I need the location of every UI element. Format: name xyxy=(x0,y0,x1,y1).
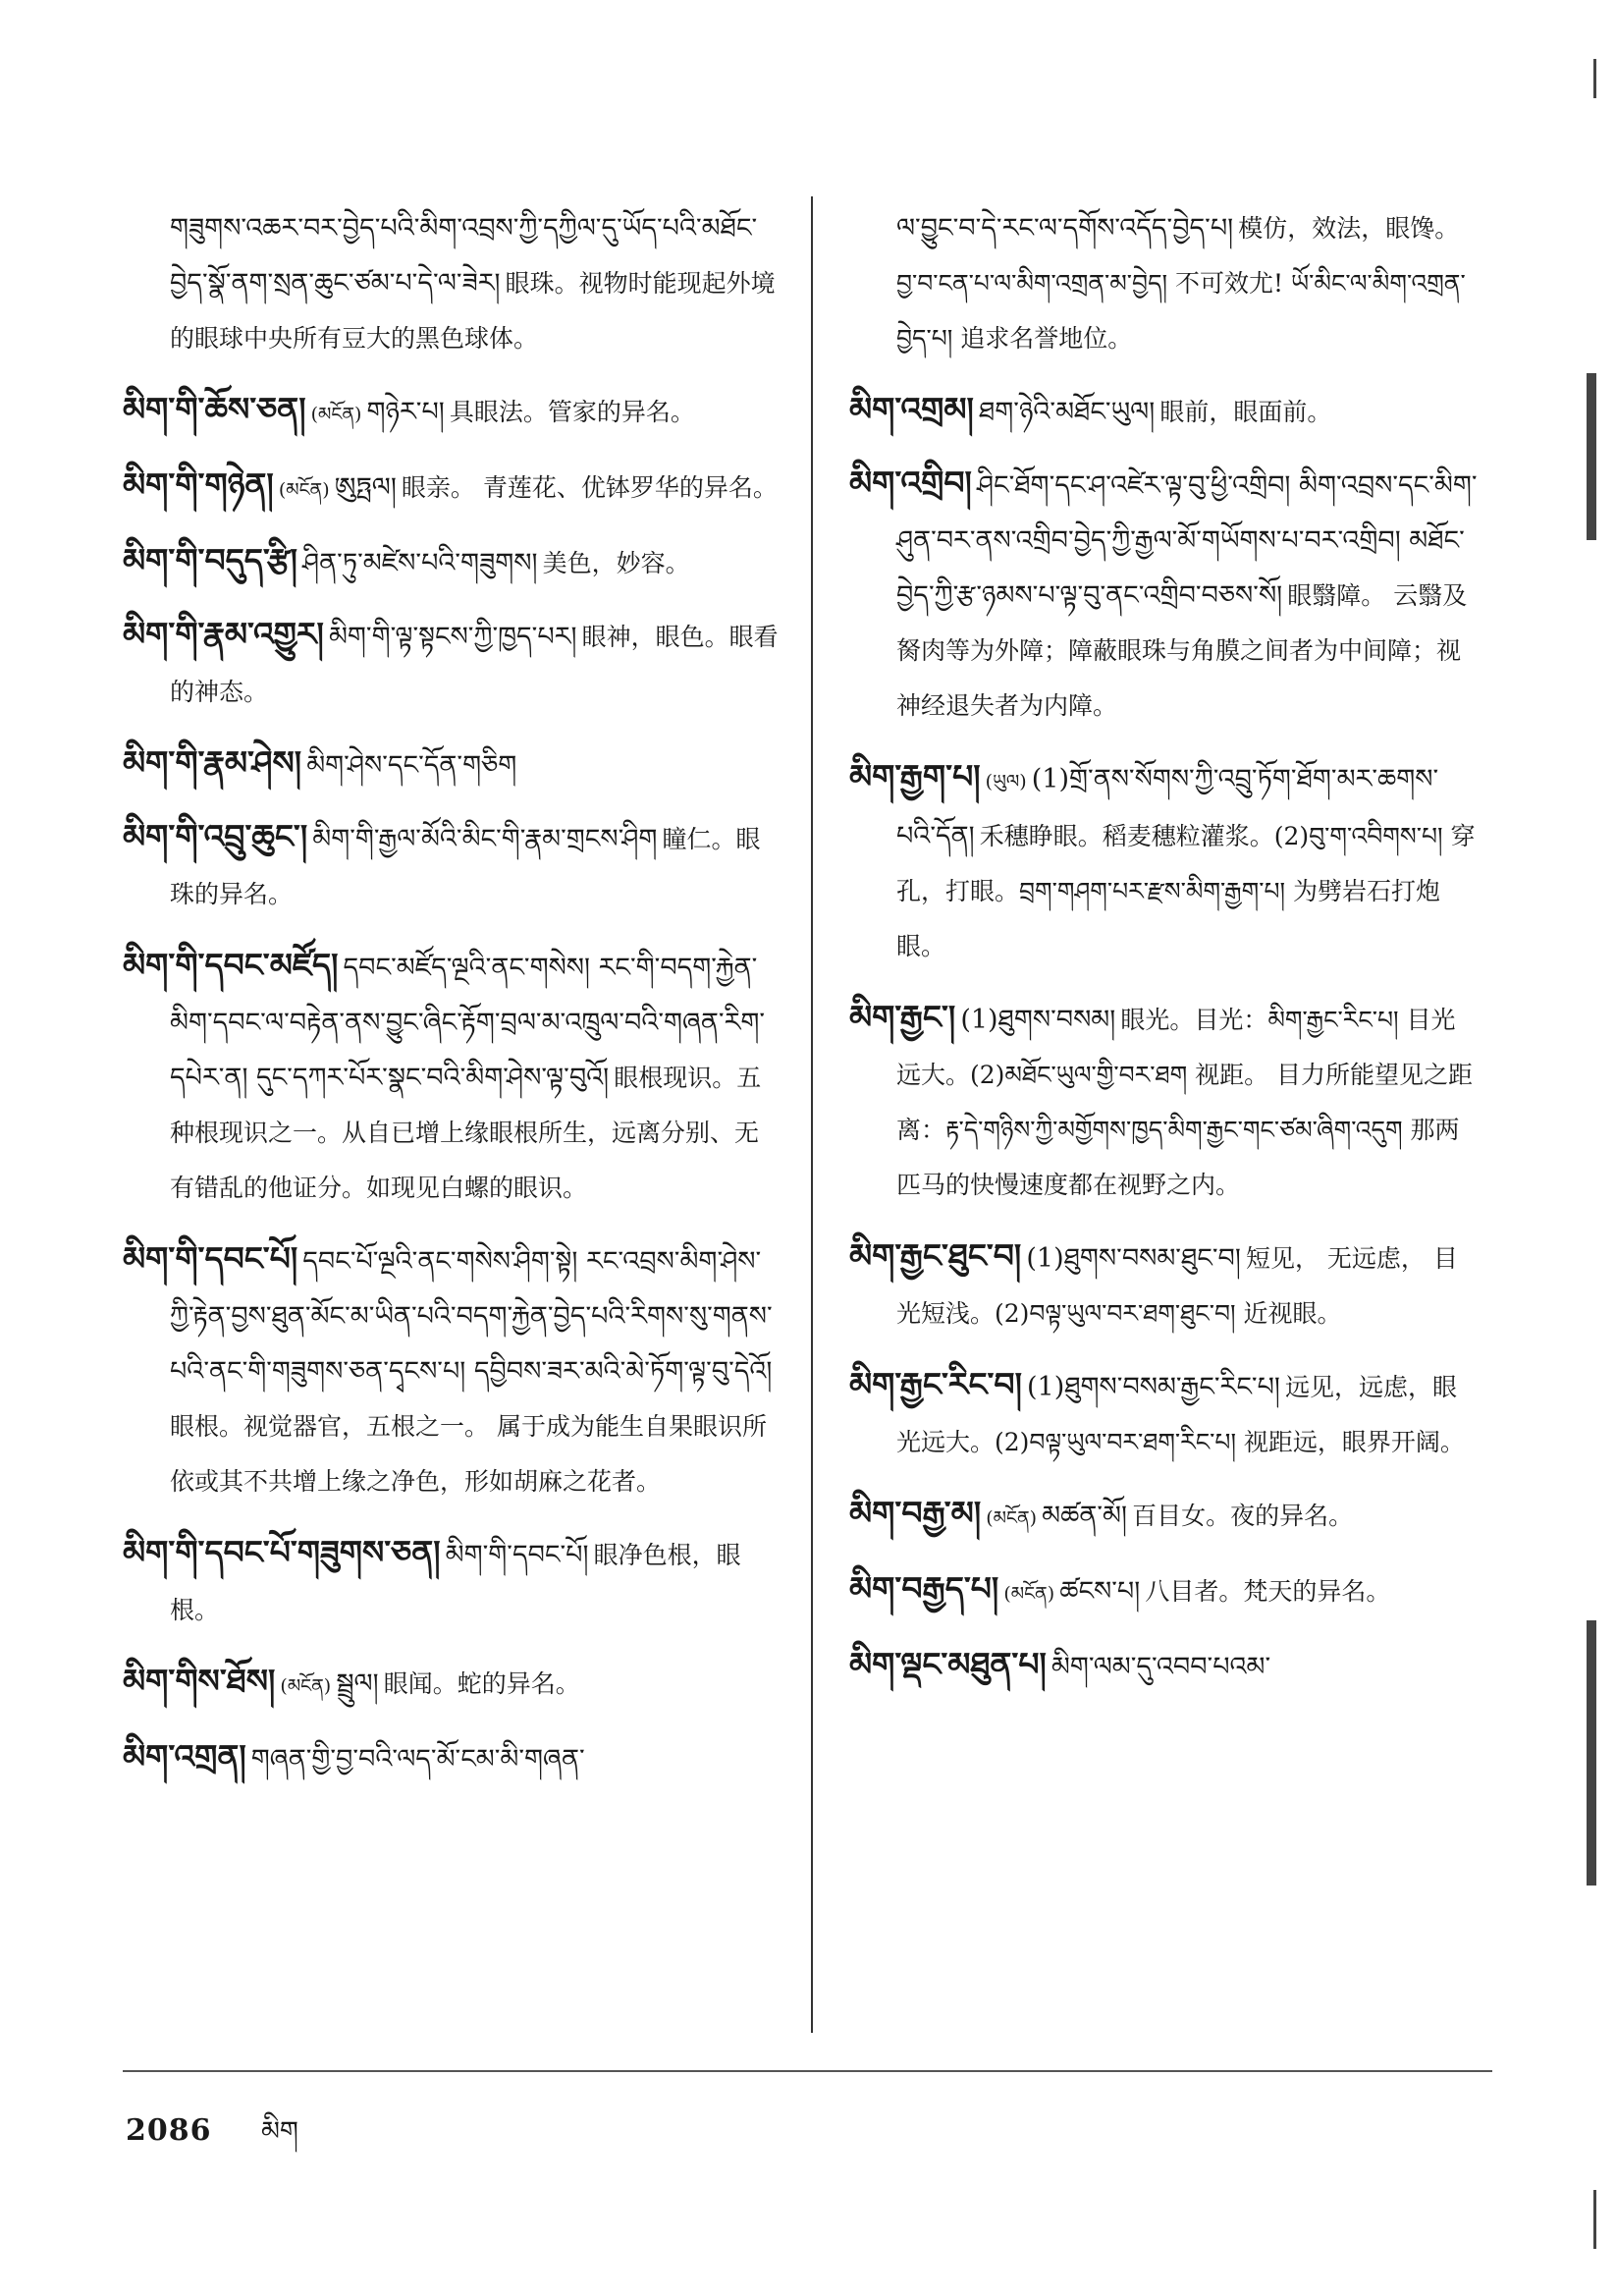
dictionary-entry xyxy=(123,458,779,518)
left-column xyxy=(123,201,779,1803)
tibetan-definition: སྦྲུལ། xyxy=(336,1668,379,1699)
usage-label: (མངོན) xyxy=(1003,1583,1055,1605)
chinese-definition: 模仿，效法，眼馋。བྱ་བ་ངན་པ་ལ་མིག་འགྲན་མ་བྱེད། 不可效尤! ཡོ་མིང་ལ་མིག་འགྲན་བྱེད་པ། 追求名誉地位。 xyxy=(896,214,1466,353)
chinese-definition: 短见， 无远虑， 目光短浅。(2)བལྟ་ཡུལ་བར་ཐག་ཐུང་བ། 近视眼。 xyxy=(896,1244,1458,1328)
entry-continuation xyxy=(849,201,1478,366)
dictionary-entry xyxy=(849,990,1478,1213)
usage-label: (མངོན) xyxy=(280,1675,332,1697)
tibetan-definition: གཉེར་པ། xyxy=(366,397,445,427)
chinese-definition: 具眼法。管家的异名。 xyxy=(449,398,695,426)
tibetan-definition: མིག་གི་རྒྱལ་མོའི་མིང་གི་རྣམ་གྲངས་ཤིག xyxy=(312,824,658,854)
chinese-definition: 眼神，眼色。眼看的神态。 xyxy=(170,623,779,706)
headword: མིག་གི་གཉེན། xyxy=(123,465,274,504)
usage-label: (མངོན) xyxy=(310,404,362,425)
tibetan-definition: ཐག་ཉེའི་མཐོང་ཡུལ། xyxy=(978,397,1156,427)
page-number: 2086 xyxy=(126,2113,212,2148)
tibetan-definition: དབང་མཛོད་ལྔའི་ནང་གསེས། རང་གི་བདག་རྐྱེན་མིག་དབང་ལ་བརྟེན་ནས་བྱུང་ཞིང་རྟོག་བྲལ་མ་འཁྲུལ་བའི་གཞན་རིག་དཔེར་ན། དུང་དཀར་པོར་སྣང་བའི་མིག་ཤེས་ལྟ་བུའོ། xyxy=(170,953,766,1093)
chinese-definition: 眼翳障。 云翳及胬肉等为外障；障蔽眼珠与角膜之间者为中间障；视神经退失者为内障。 xyxy=(896,581,1468,720)
tibetan-definition: ཚངས་པ། xyxy=(1059,1576,1141,1607)
headword: མིག་གི་དབང་མཛོད། xyxy=(123,946,339,984)
scan-edge-marks xyxy=(1581,0,1596,2296)
headword: མིག་གི་དབང་པོ་གཟུགས་ཅན། xyxy=(123,1533,441,1571)
chinese-definition: 眼光。目光：མིག་རྒྱང་རིང་པ། 目光远大。(2)མཐོང་ཡུལ་གྱི་བར་ཐག 视距。 目力所能望见之距离：རྟ་དེ་གཉིས་ཀྱི་མགྱོགས་ཁྱད་མིག་རྒྱང་གང་ཙམ་ཞིག་འདུག 那两匹马的快慢速度都在视野之内。 xyxy=(896,1006,1474,1199)
tibetan-definition: ཨུཏྤལ། xyxy=(334,472,397,503)
chinese-definition: 百目女。夜的异名。 xyxy=(1132,1502,1354,1530)
headword: མིག་རྒྱག་པ། xyxy=(849,757,981,795)
tibetan-definition: (1)གྲོ་ནས་སོགས་ཀྱི་འབྲུ་ཏོག་ཐོག་མར་ཆགས་པའི་དོན། xyxy=(896,764,1439,851)
headword: མིག་རྒྱང་། xyxy=(849,998,956,1036)
tibetan-definition: མིག་གི་དབང་པོ། xyxy=(445,1540,589,1570)
dictionary-entry xyxy=(849,382,1478,440)
dictionary-entry xyxy=(849,1229,1478,1341)
tibetan-definition: ལ་བྱུང་བ་དེ་རང་ལ་དགོས་འདོད་བྱེད་པ། xyxy=(896,213,1234,244)
chinese-definition: 瞳仁。眼珠的异名。 xyxy=(170,825,761,908)
headword: མིག་བརྒྱ་མ། xyxy=(849,1494,982,1532)
column-divider xyxy=(811,196,813,2033)
headword: མིག་ལྡང་མཐུན་པ། xyxy=(849,1645,1047,1683)
dictionary-entry xyxy=(849,1561,1478,1621)
dictionary-entry xyxy=(849,1637,1478,1695)
headword: མིག་གི་དབང་པོ། xyxy=(123,1239,298,1278)
headword: མིག་གི་བདུད་རྩི། xyxy=(123,541,297,579)
tibetan-definition: (1)ཐུགས་བསམ་ཐུང་བ། xyxy=(1026,1243,1241,1274)
dictionary-entry xyxy=(123,1654,779,1714)
headword: མིག་གི་འབྲུ་ཆུང་། xyxy=(123,817,308,855)
headword: མིག་བརྒྱད་པ། xyxy=(849,1569,999,1608)
chinese-definition: 眼亲。 青莲花、优钵罗华的异名。 xyxy=(401,473,778,502)
headword: མིག་གི་རྣམ་ཤེས། xyxy=(123,743,302,782)
headword: མིག་འགྲན། xyxy=(123,1737,246,1776)
tibetan-definition: མཚན་མོ། xyxy=(1042,1501,1127,1531)
right-column xyxy=(849,201,1478,1711)
usage-label: (མངོན) xyxy=(986,1507,1038,1529)
tibetan-definition: དབང་པོ་ལྔའི་ནང་གསེས་ཤིག་སྟེ། རང་འབྲས་མིག་ཤེས་ཀྱི་རྟེན་བྱས་ཐུན་མོང་མ་ཡིན་པའི་བདག་རྐྱེན་བྱེད་པའི་རིགས་སུ་གནས་པའི་ནང་གི་གཟུགས་ཅན་དྭངས་པ། དབྱིབས་ཟར་མའི་མེ་ཏོག་ལྟ་བུ་དེའོ། xyxy=(170,1246,773,1387)
tibetan-definition: མིག་ཤེས་དང་དོན་གཅིག xyxy=(306,750,517,781)
dictionary-entry xyxy=(123,607,779,720)
headword: མིག་གི་རྣམ་འགྱུར། xyxy=(123,615,324,653)
chinese-definition: 眼根。视觉器官，五根之一。 属于成为能生自果眼识所依或其不共增上缘之净色，形如胡麻之花者。 xyxy=(170,1412,767,1496)
chinese-definition: 八目者。梵天的异名。 xyxy=(1145,1577,1391,1606)
headword: མིག་གིས་ཐོས། xyxy=(123,1662,276,1700)
dictionary-entry xyxy=(123,382,779,442)
usage-label: (མངོན) xyxy=(278,479,330,501)
dictionary-entry xyxy=(123,736,779,793)
chinese-definition: 眼净色根，眼根。 xyxy=(170,1541,741,1624)
page-footer xyxy=(126,2102,298,2176)
chinese-definition: 眼前，眼面前。 xyxy=(1159,398,1332,426)
tibetan-definition: (1)ཐུགས་བསམ་རྒྱང་རིང་པ། xyxy=(1026,1372,1280,1402)
chinese-definition: 眼闻。蛇的异名。 xyxy=(383,1669,580,1698)
dictionary-entry xyxy=(123,1231,779,1509)
dictionary-entry xyxy=(849,749,1478,974)
tibetan-definition: (1)ཐུགས་བསམ། xyxy=(960,1005,1116,1035)
usage-label: (ཡུལ) xyxy=(985,771,1027,793)
headword: མིག་འགྲམ། xyxy=(849,390,974,428)
tibetan-definition: གཟུགས་འཆར་བར་བྱེད་པའི་མིག་འབྲས་ཀྱི་དཀྱིལ་དུ་ཡོད་པའི་མཐོང་བྱེད་སྣོ་ནག་སྲན་ཆུང་ཙམ་པ་དེ་ལ་ཟེར། xyxy=(170,213,758,299)
tibetan-definition: ཤིང་ཐོག་དང་ཤ་འཛེར་ལྟ་བུ་ཕྱི་འགྲིབ། མིག་འབྲས་དང་མིག་ཤུན་བར་ནས་འགྲིབ་བྱེད་ཀྱི་རྒྱལ་མོ་གཡོགས་པ་བར་འགྲིབ། མཐོང་བྱེད་ཀྱི་རྩ་ཉམས་པ་ལྟ་བུ་ནང་འགྲིབ་བཅས་སོ། xyxy=(896,470,1478,611)
chinese-definition: 眼珠。视物时能现起外境的眼球中央所有豆大的黑色球体。 xyxy=(170,269,776,353)
chinese-definition: 禾穗睁眼。稻麦穗粒灌浆。(2)བུ་ག་འབིགས་པ། 穿孔，打眼。བྲག་གཤག་པར་རྫས་མིག་རྒྱག་པ། 为劈岩石打炮眼。 xyxy=(896,822,1476,960)
headword: མིག་རྒྱང་ཐུང་བ། xyxy=(849,1236,1022,1275)
tibetan-definition: གཞན་གྱི་བྱ་བའི་ལད་མོ་ངམ་མི་གཞན་ xyxy=(250,1744,585,1775)
tibetan-definition: ཤིན་ཏུ་མཛེས་པའི་གཟུགས། xyxy=(302,548,538,578)
tibetan-definition: མིག་གི་ལྟ་སྟངས་ཀྱི་ཁྱད་པར། xyxy=(328,622,577,652)
dictionary-entry xyxy=(849,1357,1478,1470)
dictionary-entry xyxy=(123,1525,779,1638)
footer-rule xyxy=(123,2070,1492,2072)
dictionary-entry xyxy=(123,938,779,1216)
tibetan-definition: མིག་ལམ་དུ་འབབ་པའམ་ xyxy=(1050,1652,1271,1682)
dictionary-entry xyxy=(123,1729,779,1787)
entry-continuation xyxy=(123,201,779,366)
guide-word: མིག xyxy=(260,2116,298,2147)
headword: མིག་འགྲིབ། xyxy=(849,464,972,502)
headword: མིག་རྒྱང་རིང་བ། xyxy=(849,1365,1022,1403)
dictionary-entry xyxy=(849,456,1478,734)
headword: མིག་གི་ཆོས་ཅན། xyxy=(123,390,306,428)
chinese-definition: 远见，远虑，眼光远大。(2)བལྟ་ཡུལ་བར་ཐག་རིང་པ། 视距远，眼界开阔。 xyxy=(896,1373,1465,1456)
dictionary-entry xyxy=(123,533,779,591)
chinese-definition: 美色，妙容。 xyxy=(542,549,690,577)
dictionary-entry xyxy=(849,1486,1478,1546)
chinese-definition: 眼根现识。五种根现识之一。从自已增上缘眼根所生，远离分别、无有错乱的他证分。如现见白螺的眼识。 xyxy=(170,1064,762,1202)
dictionary-entry xyxy=(123,809,779,922)
